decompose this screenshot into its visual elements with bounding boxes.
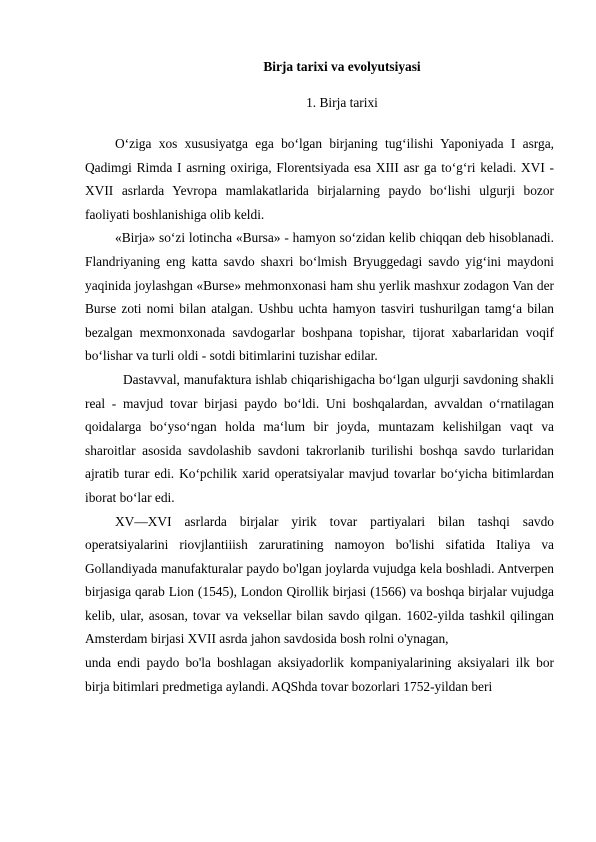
paragraph: O‘ziga xos xususiyatga ega bo‘lgan birjaning tug‘ilishi Yaponiyada I asrga, Qadimgi Rimda I asrning oxiriga, Florentsiyada esa XIII asr ga to‘g‘ri keladi. XVI -XVII asrlarda Yevropa mamlakatlarida birjalarning paydo bo‘lishi ulgurji bozor faoliyati boshlanishiga olib keldi. — [85, 136, 554, 222]
document-title: Birja tarixi va evolyutsiyasi — [263, 59, 421, 74]
paragraph: «Birja» so‘zi lotincha «Bursa» - hamyon so‘zidan kelib chiqqan deb hisoblanadi. Flandriyaning eng katta savdo shaxri bo‘lmish Bryuggedagi savdo yig‘ini maydoni yaqinida joylashgan «Burse» mehmonxonasi ham shu yerlik mashxur zodagon Van der Burse zoti nomi bilan atalgan. Ushbu uchta hamyon tasviri tushurilgan tamg‘a bilan bezalgan mexmonxonada savdogarlar boshpana topishar, tijorat xabarlaridan voqif bo‘lishar va turli oldi - sotdi bitimlarini tuzishar edilar. — [85, 230, 554, 364]
section-heading: 1. Birja tarixi — [306, 95, 378, 110]
paragraph: unda endi paydo bo'la boshlagan aksiyadorlik kompaniyalarining aksiyalari ilk bor birja bitimlari predmetiga aylandi. AQShda tovar bozorlari 1752-yildan beri — [85, 655, 554, 694]
document-body — [85, 132, 554, 698]
paragraph: XV—XVI asrlarda birjalar yirik tovar partiyalari bilan tashqi savdo operatsiyalarini riovjlantiiish zaruratining namoyon bo'lishi sifatida Italiya va Gollandiyada manufakturalar paydo bo'lgan joylarda vujudga kela boshladi. Antverpen birjasiga qarab Lion (1545), London Qirollik birjasi (1566) va boshqa birjalar vujudga kelib, ular, asosan, tovar va veksellar bilan savdo qilgan. 1602-yilda tashkil qilingan Amsterdam birjasi XVII asrda jahon savdosida bosh rolni o'ynagan, — [85, 513, 554, 647]
paragraph: Dastavval, manufaktura ishlab chiqarishigacha bo‘lgan ulgurji savdoning shakli real - mavjud tovar birjasi paydo bo‘ldi. Uni boshqalardan, avvaldan o‘rnatilagan qoidalarga bo‘yso‘ngan holda ma‘lum bir joyda, muntazam kelishilgan vaqt va sharoitlar asosida savdolashib savdoni takrorlanib turilishi boshqa savdo turlaridan ajratib turar edi. Ko‘pchilik xarid operatsiyalar mavjud tovarlar bo‘yicha bitimlardan iborat bo‘lar edi. — [85, 371, 554, 505]
